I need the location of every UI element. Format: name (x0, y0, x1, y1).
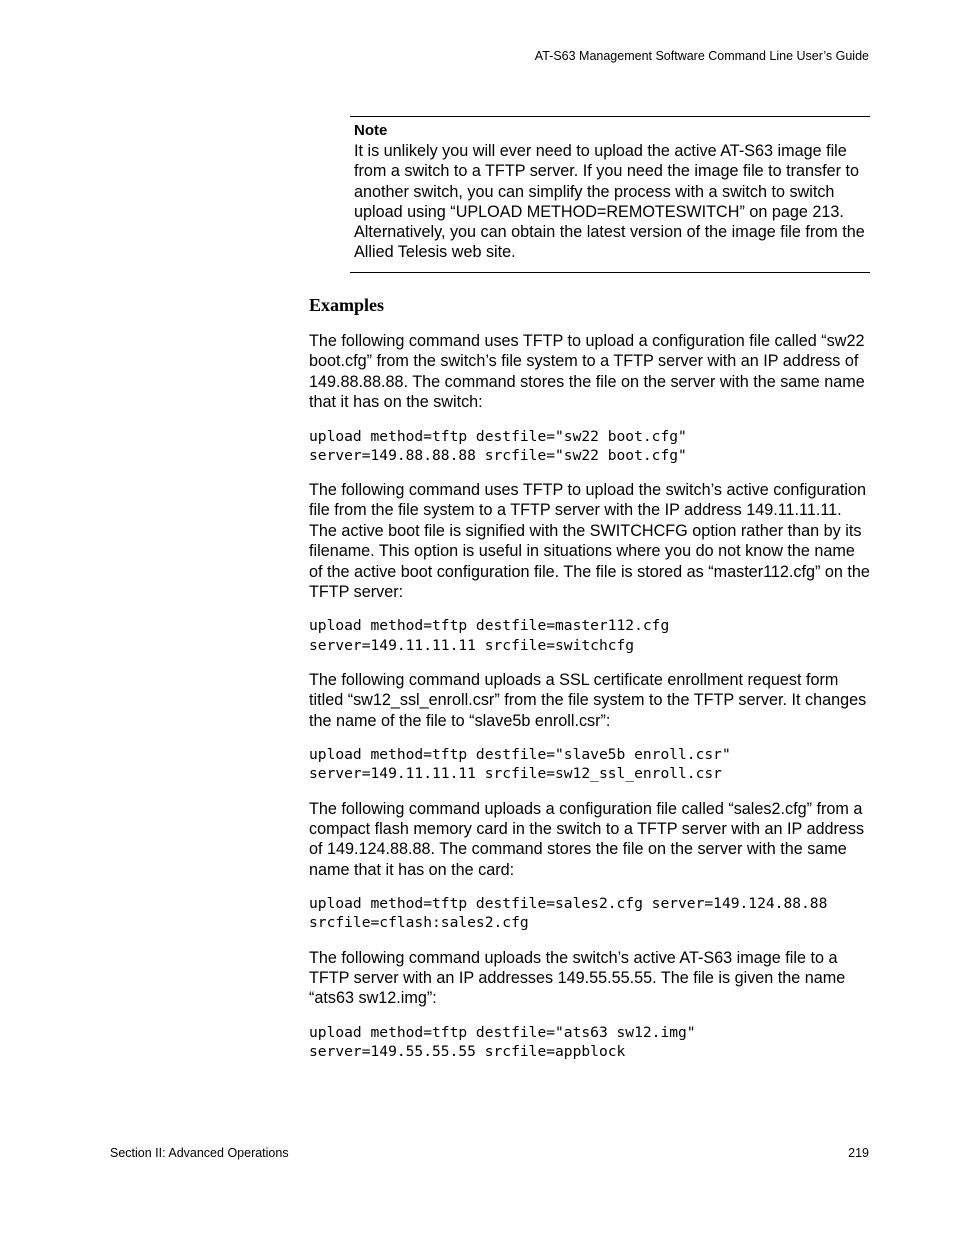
footer-section-title: Section II: Advanced Operations (110, 1146, 289, 1160)
example-5-text: The following command uploads the switch’s active AT-S63 image file to a TFTP server with an IP addresses 149.55.55.55. The file is given the name “ats63 sw12.img”: (309, 948, 846, 1008)
example-1-code: upload method=tftp destfile="sw22 boot.cfg" server=149.88.88.88 srcfile="sw22 boot.cfg" (309, 427, 687, 464)
note-body: It is unlikely you will ever need to upload the active AT-S63 image file from a switch to a TFTP server. If you need the image file to transfer to another switch, you can simplify the process with a switch to switch upload using “UPLOAD METHOD=REMOTESWITCH” on page 213. Alternatively, you can obtain the latest version of the image file from the Allied Telesis web site. (354, 142, 865, 262)
footer-page-number: 219 (848, 1146, 869, 1160)
example-2-code: upload method=tftp destfile=master112.cfg server=149.11.11.11 srcfile=switchcfg (309, 617, 670, 654)
main-content (309, 293, 871, 1076)
example-2-text: The following command uses TFTP to upload the switch’s active configuration file from the file system to a TFTP server with the IP address 149.11.11.11. The active boot file is signified with the SWITCHCFG option rather than by its filename. This option is useful in situations where you do not know the name of the active boot configuration file. The file is stored as “master112.cfg” on the TFTP server: (309, 481, 870, 602)
example-4-text: The following command uploads a configuration file called “sales2.cfg” from a compact flash memory card in the switch to a TFTP server with an IP address of 149.124.88.88. The command stores the file on the server with the same name that it has on the card: (309, 799, 865, 879)
example-5-code: upload method=tftp destfile="ats63 sw12.img" server=149.55.55.55 srcfile=appblock (309, 1023, 696, 1060)
section-heading-examples: Examples (309, 295, 385, 315)
example-3-text: The following command uploads a SSL certificate enrollment request form titled “sw12_ssl_enroll.csr” from the file system to the TFTP server. It changes the name of the file to “slave5b enroll.csr”: (309, 670, 867, 730)
running-header: AT-S63 Management Software Command Line User’s Guide (534, 49, 869, 63)
example-3-code: upload method=tftp destfile="slave5b enroll.csr" server=149.11.11.11 srcfile=sw12_ssl_enroll.csr (309, 746, 731, 783)
example-1-text: The following command uses TFTP to upload a configuration file called “sw22 boot.cfg” from the switch’s file system to a TFTP server with an IP address of 149.88.88.88. The command stores the file on the server with the same name that it has on the switch: (309, 332, 865, 412)
example-4-code: upload method=tftp destfile=sales2.cfg server=149.124.88.88 srcfile=cflash:sales2.cfg (309, 895, 828, 932)
note-title: Note (354, 122, 388, 139)
note-box (350, 116, 870, 273)
